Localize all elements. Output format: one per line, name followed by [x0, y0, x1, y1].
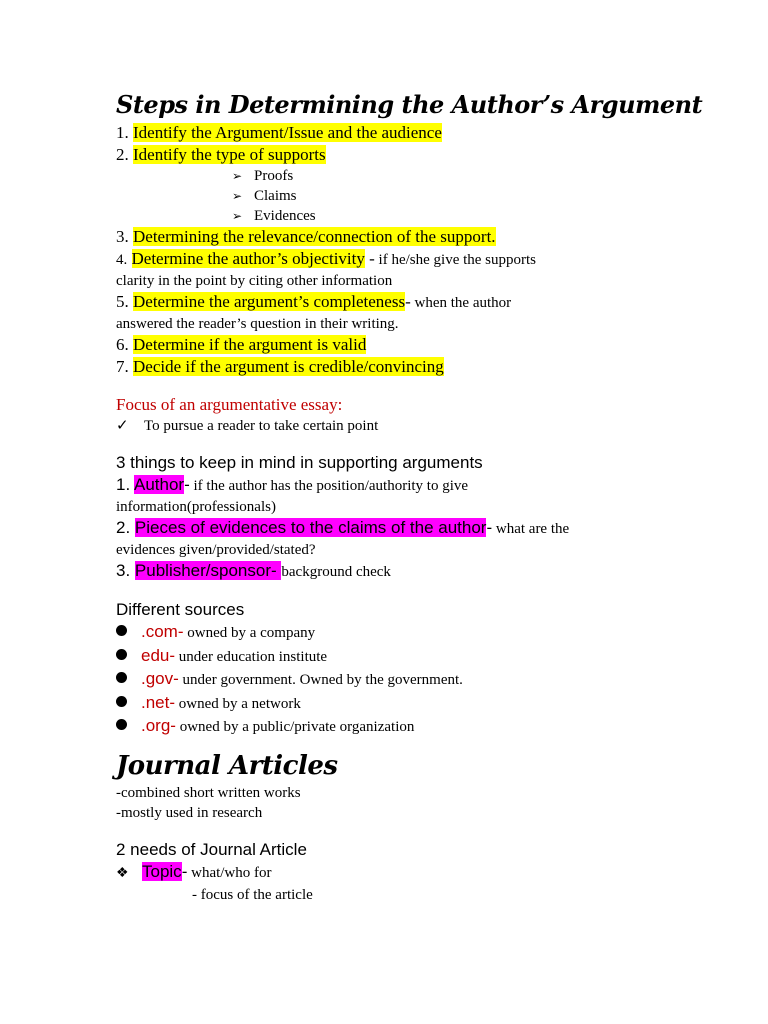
spacer — [116, 583, 736, 599]
section-title: Journal Articles — [116, 750, 338, 781]
bullet-icon — [116, 649, 127, 660]
spacer — [116, 823, 736, 839]
step-text: Determine the argument’s completeness — [133, 292, 406, 311]
thing-2: 2. Pieces of evidences to the claims of the author- what are the — [116, 518, 570, 537]
needs-item: ❖ Topic- what/who for — [116, 861, 736, 885]
step-4 — [116, 248, 736, 271]
focus-heading: Focus of an argumentative essay: — [116, 395, 343, 414]
thing-note: background check — [281, 564, 391, 580]
arrow-bullet-icon: ➢ — [232, 209, 243, 223]
thing-2-continued: evidences given/provided/stated? — [116, 542, 316, 558]
thing-1: 1. Author- if the author has the position/authority to give — [116, 475, 469, 494]
thing-key: Author — [133, 475, 185, 494]
support-item: ➢ Claims — [232, 188, 297, 204]
step-dash: - — [364, 249, 375, 268]
step-3 — [116, 226, 736, 248]
step-number: 6. — [116, 335, 129, 354]
needs-heading: 2 needs of Journal Article — [116, 839, 307, 859]
focus-item: ✓ To pursue a reader to take certain point — [116, 418, 379, 434]
thing-key: Pieces of evidences to the claims of the author — [134, 518, 487, 537]
step-number: 5. — [116, 292, 129, 311]
journal-line: -combined short written works — [116, 784, 301, 801]
step-text: Decide if the argument is credible/convincing — [133, 357, 444, 376]
spacer — [116, 739, 736, 749]
checkmark-icon: ✓ — [116, 418, 129, 434]
thing-note: what are the — [492, 521, 570, 537]
needs-item-continued: - focus of the article — [192, 886, 313, 903]
step-dash: - — [405, 292, 411, 311]
spacer — [116, 378, 736, 394]
step-number: 3. — [116, 227, 129, 246]
list-item: .org- owned by a public/private organization — [116, 715, 736, 739]
document-page — [116, 88, 736, 905]
step-number: 1. — [116, 123, 129, 142]
step-text: Identify the Argument/Issue and the audience — [133, 123, 442, 142]
thing-1-continued: information(professionals) — [116, 499, 276, 515]
step-2 — [116, 144, 736, 166]
thing-3: 3. Publisher/sponsor- background check — [116, 561, 391, 580]
things-heading: 3 things to keep in mind in supporting arguments — [116, 453, 483, 472]
step-1 — [116, 122, 736, 144]
page-title: Steps in Determining the Author’s Argument — [116, 90, 703, 119]
needs-note: what/who for — [187, 864, 272, 881]
step-text: Identify the type of supports — [133, 145, 326, 164]
bullet-icon — [116, 696, 127, 707]
list-item: .gov- under government. Owned by the government. — [116, 668, 736, 692]
step-note: when the author — [410, 295, 512, 311]
diamond-bullet-icon: ❖ — [116, 865, 129, 881]
list-item: .com- owned by a company — [116, 621, 736, 645]
bullet-icon — [116, 672, 127, 683]
needs-key: Topic — [142, 861, 182, 881]
step-5 — [116, 291, 736, 314]
step-text: Determining the relevance/connection of the support. — [133, 227, 496, 246]
sources-list — [116, 621, 736, 739]
arrow-bullet-icon: ➢ — [232, 189, 243, 203]
step-7 — [116, 356, 736, 378]
step-text: Determine if the argument is valid — [133, 335, 367, 354]
step-note: if he/she give the supports — [374, 252, 537, 268]
bullet-icon — [116, 625, 127, 636]
spacer — [116, 436, 736, 452]
sources-heading: Different sources — [116, 600, 245, 619]
list-item: edu- under education institute — [116, 645, 736, 669]
list-item: .net- owned by a network — [116, 692, 736, 716]
bullet-icon — [116, 719, 127, 730]
step-number: 7. — [116, 357, 129, 376]
step-number: 4. — [116, 252, 128, 268]
step-4-continued: clarity in the point by citing other information — [116, 273, 393, 289]
arrow-bullet-icon: ➢ — [232, 169, 243, 183]
support-item: ➢ Evidences — [232, 208, 316, 224]
support-item: ➢ Proofs — [232, 168, 294, 184]
thing-key: Publisher/sponsor- — [134, 561, 282, 580]
step-6 — [116, 334, 736, 356]
step-number: 2. — [116, 145, 129, 164]
step-text: Determine the author’s objectivity — [131, 249, 365, 268]
journal-line: -mostly used in research — [116, 804, 263, 821]
thing-note: if the author has the position/authority to give — [189, 478, 469, 494]
steps-list — [116, 122, 736, 378]
step-5-continued: answered the reader’s question in their writing. — [116, 316, 399, 332]
